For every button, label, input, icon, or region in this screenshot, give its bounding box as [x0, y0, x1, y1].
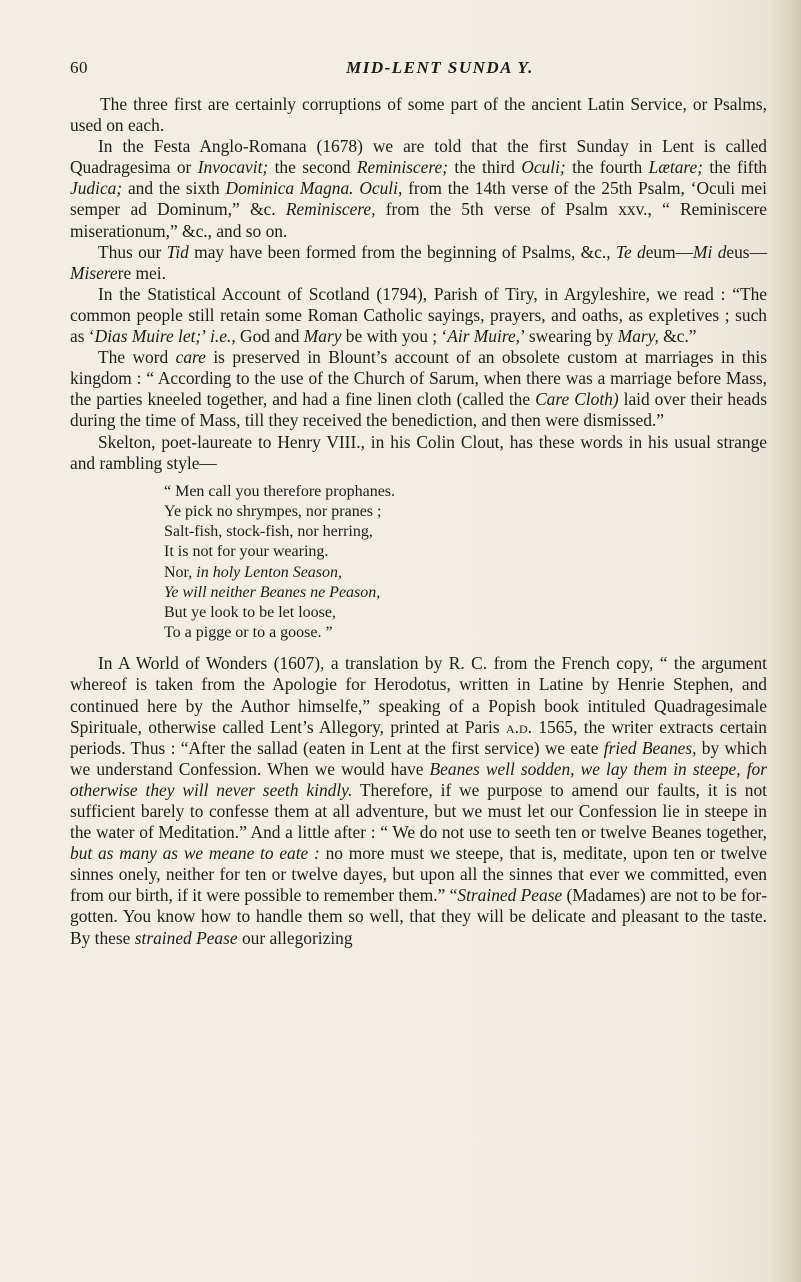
- text-run: Nor,: [164, 563, 197, 581]
- paragraph-1: The three first are certainly corruptions of some part of the ancient Latin Service, or Psalms, used on each.: [70, 94, 767, 136]
- text-run: the third: [448, 157, 522, 178]
- verse-line: Ye pick no shrympes, nor pranes ;: [164, 502, 382, 520]
- paragraph-4: [70, 284, 767, 347]
- text-run: The word: [98, 347, 176, 368]
- paragraph-5: [70, 347, 767, 431]
- text-run: be with you ; ‘: [341, 326, 448, 347]
- verse-line: To a pigge or to a goose. ”: [164, 624, 333, 642]
- text-run: laid over their heads during the time of Mass, till they received the benediction, and then were dismissed.”: [70, 389, 767, 431]
- text-run: from the 14th verse of the 25th Psalm, ‘Oculi mei semper ad Dominum,” &c.: [70, 178, 767, 220]
- paragraph-7: [70, 653, 767, 948]
- verse-line: Ye will neither Beanes ne Peason,: [164, 583, 381, 601]
- text-run: no more must we steepe, that is, meditate, upon ten or twelve sinnes onely, neither for ten or twelve dayes, but upon all the sinnes that ever we committed, even from our birth, if it were possible to remember them.” “: [70, 843, 767, 906]
- text-run: our allegorizing: [237, 927, 353, 948]
- italic-run: but as many as we meane to eate :: [70, 843, 320, 864]
- text-run: (Madames) are not to be forgotten. You know how to handle them so well, that they will be delicate and pleasant to the taste. By these: [70, 885, 767, 948]
- italic-run: i.e.,: [210, 326, 236, 347]
- text-run: God and: [235, 326, 304, 347]
- italic-run: Beanes well sodden, we lay them in steepe, for otherwise they will never seeth kindly.: [70, 758, 767, 800]
- verse-line: But ye look to be let loose,: [164, 603, 336, 621]
- italic-run: in holy Lenton Season,: [196, 563, 343, 581]
- text-run: the second: [268, 157, 357, 178]
- text-run: ’: [201, 326, 211, 347]
- text-run: ’ swearing by: [520, 326, 618, 347]
- italic-run: Strained Pease: [457, 885, 563, 906]
- italic-run: Te d: [615, 241, 646, 262]
- italic-run: Misere: [70, 262, 118, 283]
- text-run: the fourth: [565, 157, 649, 178]
- italic-run: fried Beanes,: [603, 737, 697, 758]
- paragraph-2: [70, 136, 767, 241]
- text-run: In A World of Wonders (1607), a translation by R. C. from the French copy, “ the argument whereof is taken from the Apologie for Herodotus, written in Latine by Henrie Stephen, and continued here by the Author himselfe,” speaking of a Popish book intituled Quadragesimale Spirituale, otherwise called Lent’s Allegory, printed at Paris: [70, 653, 767, 737]
- italic-run: care: [175, 347, 206, 368]
- italic-run: Oculi;: [521, 157, 566, 178]
- italic-run: Mary,: [617, 326, 659, 347]
- page-edge-shadow: [771, 0, 801, 1282]
- text-run: In the Festa Anglo-Romana (1678) we are told that the first Sunday in Lent is called Quadragesima or: [70, 136, 767, 178]
- text-run: Therefore, if we purpose to amend our faults, it is not sufficient barely to confesse them at all adventure, but we must let our Confession lie in steepe in the water of Meditation.” And a little after : “ We do not use to seeth ten or twelve Beanes together,: [70, 779, 767, 843]
- page-header: [70, 58, 730, 82]
- text-run: re mei.: [117, 262, 166, 283]
- italic-run: Reminiscere;: [356, 157, 449, 178]
- italic-run: Lætare;: [648, 157, 704, 178]
- text-run: eus—: [726, 241, 767, 262]
- italic-run: Dominica Magna. Oculi,: [225, 178, 403, 199]
- verse-line: Salt-fish, stock-fish, nor herring,: [164, 523, 373, 541]
- page-number: 60: [70, 58, 88, 77]
- italic-run: Air Muire,: [447, 326, 521, 347]
- text-run: the fifth: [703, 157, 768, 178]
- italic-run: Care Cloth): [535, 389, 619, 410]
- text-run: is preserved in Blount’s account of an obsolete custom at marriages in this kingdom : “ According to the use of the Church of Sarum, when there was a marriage before Mass, the parties kneeled together, and had a fine linen cloth (called the: [70, 347, 767, 410]
- italic-run: Dias Muire let;: [94, 326, 202, 347]
- running-title: MID-LENT SUNDA Y.: [346, 58, 534, 77]
- paragraph-6: Skelton, poet-laureate to Henry VIII., in his Colin Clout, has these words in his usual strange and rambling style—: [70, 431, 767, 473]
- italic-run: Tid: [166, 241, 189, 262]
- text-run: 1565, the writer extracts certain periods. Thus : “After the sallad (eaten in Lent at the first service) we eate: [70, 716, 767, 758]
- verse-line: [164, 563, 767, 583]
- text-run: &c.”: [658, 326, 697, 347]
- italic-run: Mi d: [693, 241, 727, 262]
- verse-quotation: [164, 482, 767, 644]
- italic-run: Judica;: [70, 178, 123, 199]
- text-run: by which we understand Confession. When we would have: [70, 737, 768, 779]
- text-run: In the Statistical Account of Scotland (1794), Parish of Tiry, in Argyleshire, we read : “The common people still retain some Roman Catholic sayings, prayers, and oaths, as expletives ; such as ‘: [70, 283, 767, 347]
- italic-run: Mary: [303, 326, 342, 347]
- italic-run: strained Pease: [134, 927, 238, 948]
- verse-line: “ Men call you therefore prophanes.: [164, 482, 396, 500]
- text-run: may have been formed from the beginning of Psalms, &c.,: [188, 241, 616, 262]
- body-text: [70, 94, 767, 949]
- text-run: from the 5th verse of Psalm xxv., “ Reminiscere miserationum,” &c., and so on.: [70, 199, 767, 241]
- verse-line: It is not for your wearing.: [164, 543, 329, 561]
- small-caps-run: a.d.: [505, 716, 532, 737]
- italic-run: Reminiscere,: [285, 199, 376, 220]
- text-run: eum—: [645, 241, 694, 262]
- paragraph-3: [70, 242, 767, 284]
- text-run: and the sixth: [122, 178, 226, 199]
- text-run: Thus our: [98, 241, 167, 262]
- italic-run: Invocavit;: [197, 157, 269, 178]
